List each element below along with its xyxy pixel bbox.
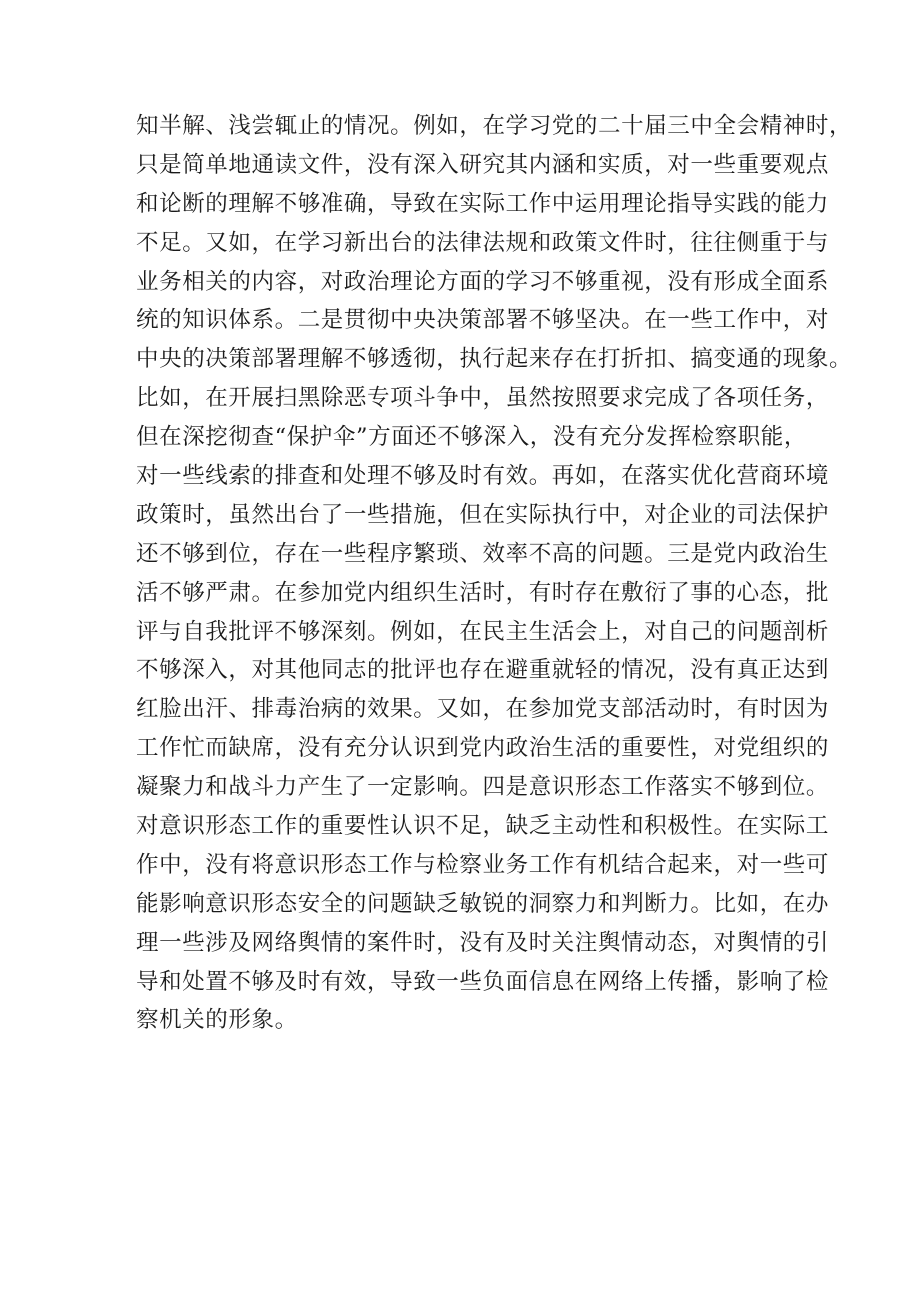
text-line: 只是简单地通读文件，没有深入研究其内涵和实质，对一些重要观点 [136, 151, 830, 178]
text-line: 察机关的形象。 [136, 1007, 298, 1034]
text-line: 还不够到位，存在一些程序繁琐、效率不高的问题。三是党内政治生 [136, 540, 830, 567]
text-line: 和论断的理解不够准确，导致在实际工作中运用理论指导实践的能力 [136, 190, 830, 217]
text-line: 对意识形态工作的重要性认识不足，缺乏主动性和积极性。在实际工 [136, 813, 830, 840]
text-line: 活不够严肃。在参加党内组织生活时，有时存在敷衍了事的心态，批 [136, 579, 830, 606]
text-line: 导和处置不够及时有效，导致一些负面信息在网络上传播，影响了检 [136, 968, 830, 995]
text-line: 凝聚力和战斗力产生了一定影响。四是意识形态工作落实不够到位。 [136, 774, 830, 801]
text-line: 不够深入，对其他同志的批评也存在避重就轻的情况，没有真正达到 [136, 657, 830, 684]
text-line: 对一些线索的排查和处理不够及时有效。再如，在落实优化营商环境 [136, 463, 830, 490]
text-line: 评与自我批评不够深刻。例如，在民主生活会上，对自己的问题剖析 [136, 618, 830, 645]
text-line: 红脸出汗、排毒治病的效果。又如，在参加党支部活动时，有时因为 [136, 696, 830, 723]
text-line: 能影响意识形态安全的问题缺乏敏锐的洞察力和判断力。比如，在办 [136, 890, 830, 917]
text-line: 中央的决策部署理解不够透彻，执行起来存在打折扣、搞变通的现象。 [136, 346, 853, 373]
text-line: 政策时，虽然出台了一些措施，但在实际执行中，对企业的司法保护 [136, 501, 830, 528]
text-line: 作中，没有将意识形态工作与检察业务工作有机结合起来，对一些可 [136, 851, 830, 878]
text-line: 统的知识体系。二是贯彻中央决策部署不够坚决。在一些工作中，对 [136, 307, 830, 334]
text-line: 理一些涉及网络舆情的案件时，没有及时关注舆情动态，对舆情的引 [136, 929, 830, 956]
text-line: 业务相关的内容，对政治理论方面的学习不够重视，没有形成全面系 [136, 268, 830, 295]
body-paragraph [136, 107, 853, 1040]
text-line: 但在深挖彻查“保护伞”方面还不够深入，没有充分发挥检察职能， [136, 424, 808, 451]
text-line: 不足。又如，在学习新出台的法律法规和政策文件时，往往侧重于与 [136, 229, 830, 256]
text-line: 知半解、浅尝辄止的情况。例如，在学习党的二十届三中全会精神时， [136, 113, 853, 139]
text-line: 工作忙而缺席，没有充分认识到党内政治生活的重要性，对党组织的 [136, 735, 830, 762]
text-line: 比如，在开展扫黑除恶专项斗争中，虽然按照要求完成了各项任务， [136, 385, 830, 412]
